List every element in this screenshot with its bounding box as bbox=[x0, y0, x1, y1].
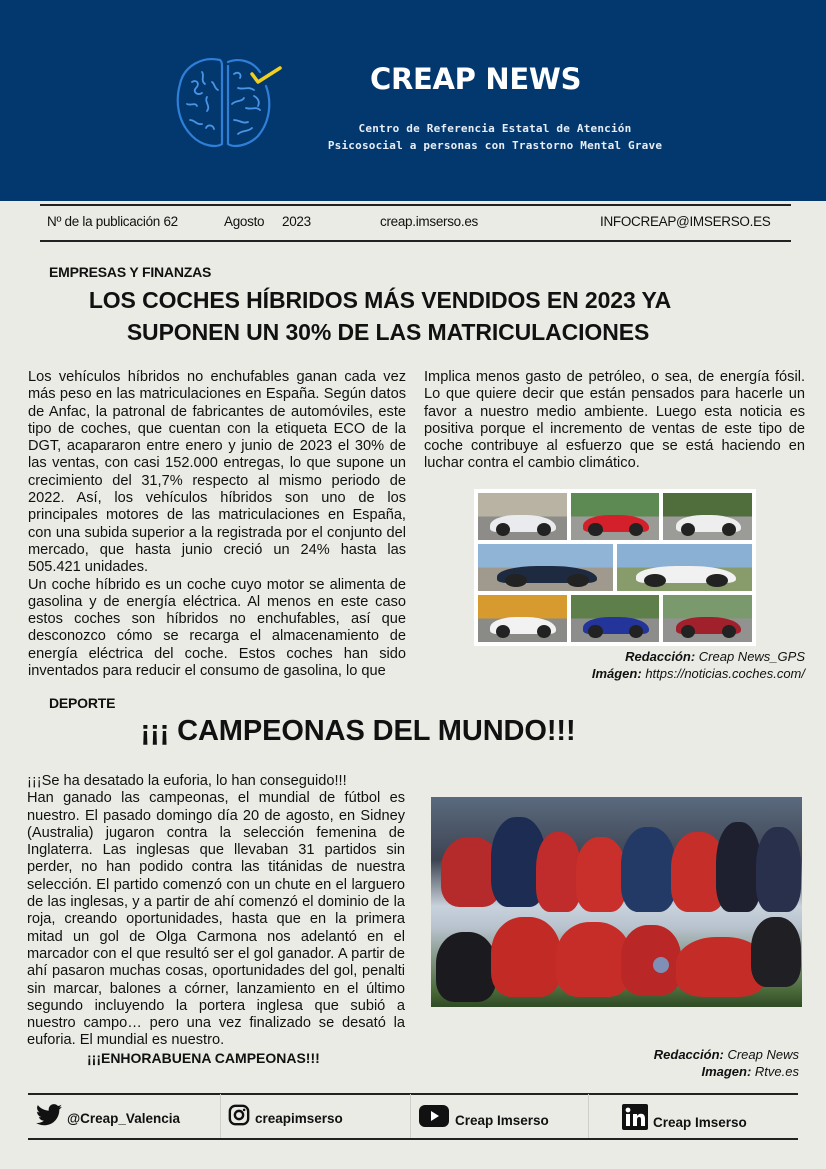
publication-month: Agosto bbox=[224, 214, 265, 229]
website-link[interactable]: creap.imserso.es bbox=[380, 214, 478, 229]
credit-label: Imágen: bbox=[591, 666, 642, 681]
article2-closing: ¡¡¡ENHORABUENA CAMPEONAS!!! bbox=[87, 1049, 320, 1066]
article1-paragraph: Un coche híbrido es un coche cuyo motor se alimenta de gasolina y de energía eléctrica. Al menos en este caso estos coches son híbridos no enchufables, así que desconozco cómo se recarga el almacenamiento de energía eléctrica del coche. Estos coches han sido inventados para reducir el consumo de gasolina, lo que bbox=[28, 576, 406, 680]
social-label: Creap Imserso bbox=[653, 1115, 747, 1130]
social-links bbox=[28, 1094, 798, 1139]
subtitle-line-2: Psicosocial a personas con Trastorno Mental Grave bbox=[327, 139, 663, 152]
social-label: Creap Imserso bbox=[455, 1113, 549, 1128]
article2-credits bbox=[579, 1046, 799, 1080]
article1-paragraph: Implica menos gasto de petróleo, o sea, de energía fósil. Lo que quiere decir que están pensados para hacerle un favor a nuestro medio ambiente. Luego esta noticia es positiva porque el incremento de ventas de este tipo de coche contribuye al esfuerzo que se está haciendo en luchar contra el cambio climático. bbox=[424, 369, 805, 472]
car-photo bbox=[663, 493, 752, 540]
brand-subtitle bbox=[310, 120, 680, 154]
meta-top-rule bbox=[40, 204, 791, 206]
article2-intro: ¡¡¡Se ha desatado la euforia, lo han conseguido!!! bbox=[27, 773, 347, 789]
article1-paragraph: Los vehículos híbridos no enchufables ganan cada vez más peso en las matriculaciones en España. Según datos de Anfac, la patronal de fabricantes de automóviles, este tipo de coches, que cuentan con la etiqueta ECO de la DGT, acapararon entre enero y junio de 2023 el 30% de las ventas, con casi 152.000 entregas, lo que supone un crecimiento del 31,7% respecto al mismo periodo de 2022. Así, los vehículos híbridos son uno de los principales motores de las matriculaciones en España, con una subida superior a la registrada por el conjunto del mercado, que hasta junio creció un 24% hasta las 505.421 unidades. bbox=[28, 369, 406, 576]
article1-credits bbox=[505, 648, 805, 682]
car-photo bbox=[478, 493, 567, 540]
article2-text-column bbox=[27, 773, 405, 1067]
article1-right-column bbox=[424, 369, 805, 473]
headline-line-2: SUPONEN UN 30% DE LAS MATRICULACIONES bbox=[126, 319, 650, 345]
credit-image-source[interactable]: https://noticias.coches.com/ bbox=[645, 666, 805, 681]
article1-left-column bbox=[28, 369, 406, 680]
section-label-sports: DEPORTE bbox=[49, 695, 116, 711]
publication-year: 2023 bbox=[282, 214, 311, 229]
credit-label: Imagen: bbox=[701, 1064, 752, 1079]
article2-headline: ¡¡¡ CAMPEONAS DEL MUNDO!!! bbox=[140, 715, 576, 747]
youtube-icon bbox=[418, 1104, 450, 1128]
meta-bottom-rule bbox=[40, 240, 791, 242]
headline-line-1: LOS COCHES HÍBRIDOS MÁS VENDIDOS EN 2023 YA bbox=[88, 287, 672, 313]
social-instagram[interactable] bbox=[228, 1104, 343, 1126]
instagram-icon bbox=[228, 1104, 250, 1126]
credit-label: Redacción: bbox=[625, 649, 696, 664]
publication-number: Nº de la publicación 62 bbox=[47, 214, 178, 229]
footer-bottom-rule bbox=[28, 1138, 798, 1140]
car-photo bbox=[571, 595, 660, 642]
hybrid-cars-collage bbox=[474, 489, 756, 646]
team-celebration-photo bbox=[431, 797, 802, 1007]
brand-title: CREAP NEWS bbox=[370, 62, 582, 96]
section-label-business: EMPRESAS Y FINANZAS bbox=[49, 264, 212, 280]
car-photo bbox=[617, 544, 752, 591]
car-photo bbox=[478, 595, 567, 642]
credit-author: Creap News_GPS bbox=[698, 649, 805, 664]
social-twitter[interactable] bbox=[36, 1104, 180, 1126]
masthead bbox=[0, 0, 826, 201]
article1-headline bbox=[30, 284, 730, 348]
car-photo bbox=[478, 544, 613, 591]
credit-author: Creap News bbox=[727, 1047, 799, 1062]
social-label: @Creap_Valencia bbox=[67, 1111, 180, 1126]
credit-image-source: Rtve.es bbox=[754, 1064, 799, 1079]
linkedin-icon bbox=[622, 1104, 648, 1130]
social-youtube[interactable] bbox=[418, 1104, 549, 1128]
twitter-icon bbox=[36, 1104, 62, 1126]
social-linkedin[interactable] bbox=[622, 1104, 747, 1130]
email-link[interactable]: INFOCREAP@IMSERSO.ES bbox=[600, 214, 771, 229]
article2-paragraph: Han ganado las campeonas, el mundial de fútbol es nuestro. El pasado domingo día 20 de agosto, en Sidney (Australia) jugaron contra la selección femenina de Inglaterra. Las inglesas que llevaban 31 partidos sin perder, no han podido contra las titánidas de nuestra selección. El partido comenzó con un chute en el larguero de las inglesas, y a partir de ahí comenzó el dominio de la roja, creando oportunidades, hasta que en la primera mitad un gol de Olga Carmona nos adelantó en el marcador con el que resultó ser el gol ganador. A partir de ahí pasaron muchas cosas, oportunidades del gol, penalti sin marcar, balones a córner, lanzamiento en el último segundo incluyendo la portera inglesa que subió a nuestro campo… pero una vez finalizado se desató la euforia. El mundial es nuestro. bbox=[27, 790, 405, 1049]
subtitle-line-1: Centro de Referencia Estatal de Atención bbox=[358, 122, 632, 135]
car-photo bbox=[663, 595, 752, 642]
car-photo bbox=[571, 493, 660, 540]
social-label: creapimserso bbox=[255, 1111, 343, 1126]
credit-label: Redacción: bbox=[653, 1047, 724, 1062]
brain-checkmark-icon bbox=[172, 52, 287, 152]
